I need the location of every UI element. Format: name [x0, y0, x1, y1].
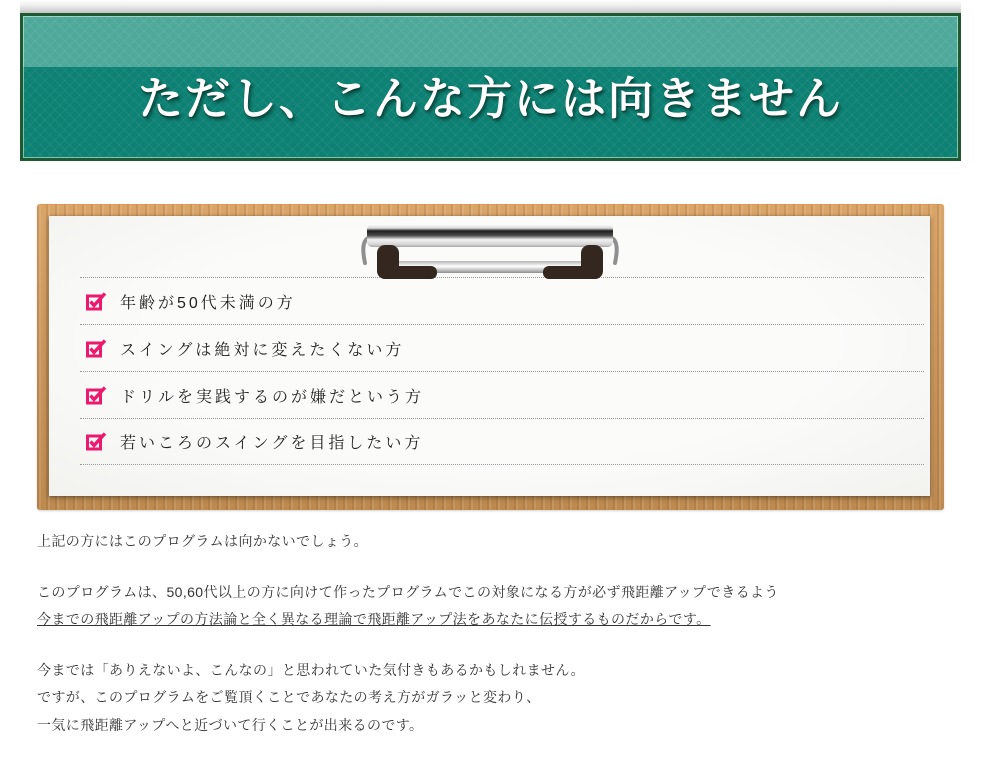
clipboard-paper	[49, 216, 930, 496]
unsuitable-checklist	[80, 277, 924, 465]
banner-gloss-strip	[20, 0, 961, 13]
checklist-item-label: 若いころのスイングを目指したい方	[120, 435, 424, 452]
paragraph-reason	[37, 579, 944, 634]
checklist-item	[80, 324, 924, 371]
checklist-item-label: スイングは絶対に変えたくない方	[120, 341, 405, 359]
checked-checkbox-icon	[86, 292, 107, 311]
body-copy	[37, 528, 944, 739]
paragraph-conclusion	[37, 528, 944, 556]
text-line: 一気に飛距離アップへと近づいて行くことが出来るのです。	[37, 716, 424, 733]
section-banner	[20, 13, 961, 161]
checklist-item	[80, 418, 924, 465]
text-line: 上記の方にはこのプログラムは向かないでしょう。	[37, 533, 369, 549]
text-line-underlined	[37, 606, 944, 634]
checked-checkbox-icon	[86, 386, 107, 405]
checklist-item	[80, 277, 924, 324]
clipboard-clip-icon	[357, 223, 623, 281]
clipboard	[37, 204, 944, 510]
page-title: ただし、こんな方には向きません	[137, 73, 843, 124]
text-line: ですが、このプログラムをご覧頂くことであなたの考え方がガラッと変わり、	[37, 689, 541, 705]
checked-checkbox-icon	[86, 339, 107, 358]
text-line: 今までは「ありえないよ、こんなの」と思われていた気付きもあるかもしれません。	[37, 661, 586, 678]
checklist-item-label: ドリルを実践するのが嫌だという方	[120, 388, 425, 406]
paragraph-promise	[37, 657, 944, 740]
checklist-item	[80, 371, 924, 418]
text-line: このプログラムは、50,60代以上の方に向けて作ったプログラムでこの対象になる方が必ず飛距離アップできるよう	[37, 583, 779, 600]
underlined-text: 今までの飛距離アップの方法論と全く異なる理論で飛距離アップ法をあなたに伝授するものだからです。	[37, 611, 711, 627]
checklist-item-label: 年齢が50代未満の方	[120, 294, 296, 312]
section-header	[20, 0, 961, 161]
checked-checkbox-icon	[86, 432, 107, 451]
